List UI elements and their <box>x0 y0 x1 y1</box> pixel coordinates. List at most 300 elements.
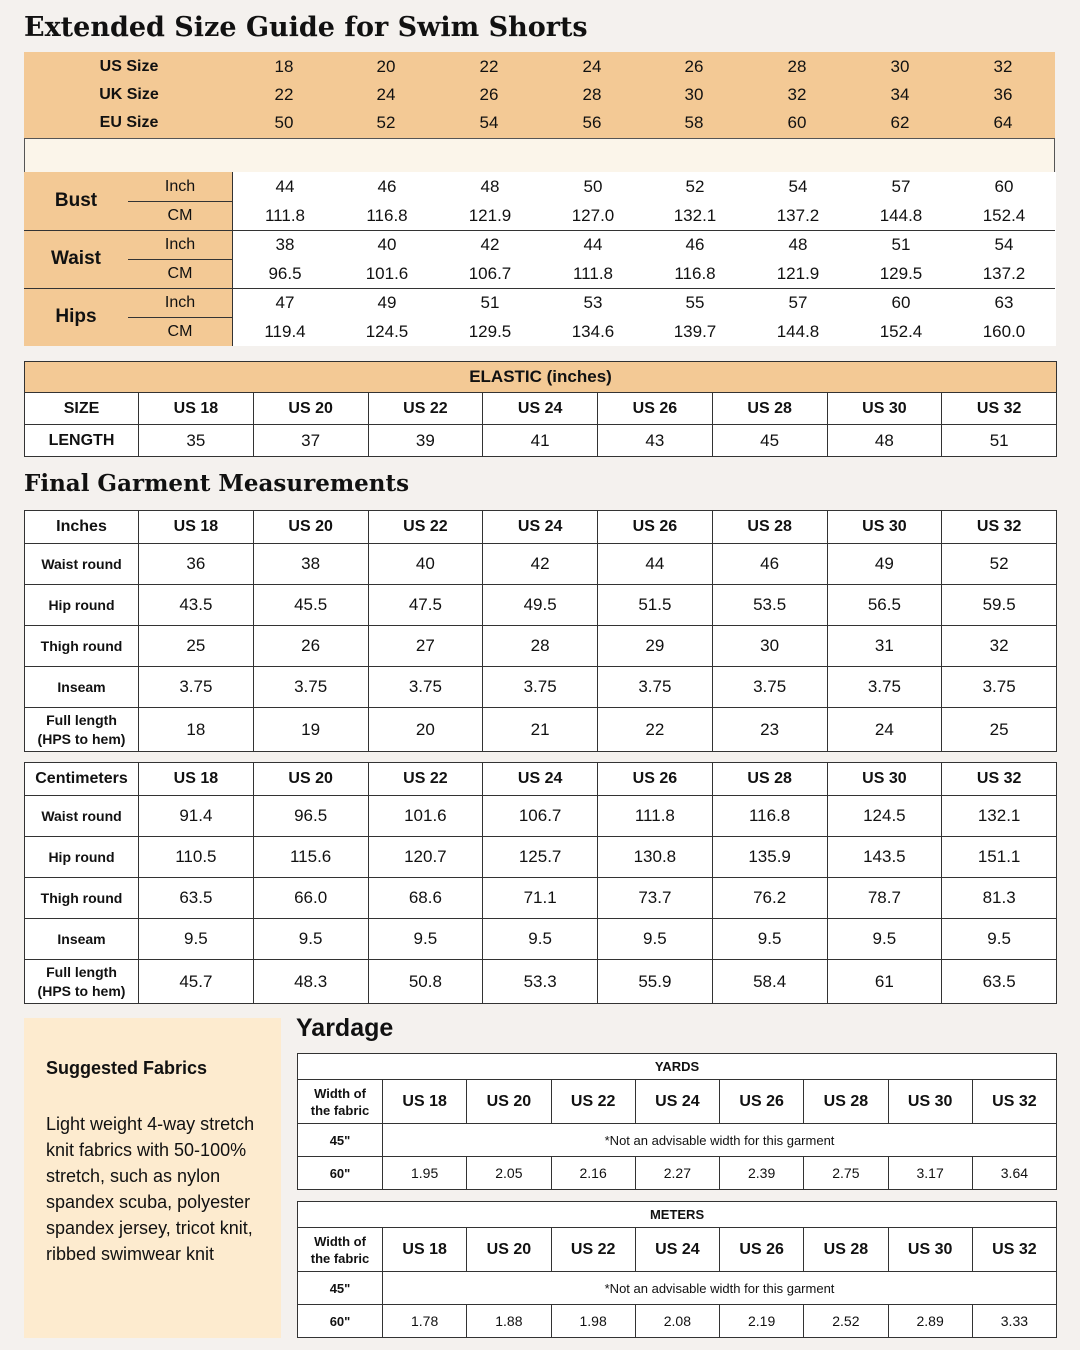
value-cell: 56.5 <box>827 585 942 626</box>
size-value: 22 <box>479 57 499 76</box>
measurement-values <box>232 230 1056 288</box>
yardage-value: 2.89 <box>888 1305 972 1338</box>
yards-table <box>297 1053 1057 1190</box>
cm-value: 119.4 <box>264 322 306 341</box>
value-cell: 3.75 <box>483 667 598 708</box>
yardage-value: 2.52 <box>804 1305 888 1338</box>
size-header: US 22 <box>368 511 483 544</box>
value-cell: 111.8 <box>598 796 713 837</box>
elastic-size-cell: US 20 <box>253 393 368 425</box>
size-value: 50 <box>274 113 294 132</box>
measurement-header <box>24 230 232 288</box>
value-cell: 52 <box>942 544 1057 585</box>
unit-cm-label: CM <box>167 207 193 224</box>
value-cell: 3.75 <box>942 667 1057 708</box>
size-header: US 18 <box>139 763 254 796</box>
row-label-subtext: (HPS to hem) <box>37 982 126 999</box>
cm-value: 121.9 <box>776 264 820 283</box>
value-cell: 53.5 <box>712 585 827 626</box>
size-value: 18 <box>274 57 294 76</box>
value-cell: 48.3 <box>253 960 368 1004</box>
inch-value: 44 <box>583 235 603 254</box>
value-cell: 50.8 <box>368 960 483 1004</box>
size-header: US 32 <box>972 1080 1056 1124</box>
size-header: US 28 <box>804 1228 888 1272</box>
size-header: US 20 <box>253 763 368 796</box>
measurement-header <box>24 288 232 346</box>
inch-value: 60 <box>994 177 1014 196</box>
value-cell: 3.75 <box>253 667 368 708</box>
cm-value: 127.0 <box>571 206 615 225</box>
elastic-size-cell: US 26 <box>598 393 713 425</box>
value-cell: 96.5 <box>253 796 368 837</box>
value-cell: 63.5 <box>942 960 1057 1004</box>
width-label-line1: Width of <box>314 1085 366 1101</box>
value-cell: 49.5 <box>483 585 598 626</box>
row-label-text: Hip round <box>48 597 115 613</box>
size-header: US 32 <box>942 763 1057 796</box>
value-cell: 40 <box>368 544 483 585</box>
yardage-value: 2.19 <box>720 1305 804 1338</box>
size-header: US 28 <box>712 763 827 796</box>
value-cell: 21 <box>483 708 598 752</box>
size-header: US 20 <box>467 1228 551 1272</box>
inch-value: 54 <box>994 235 1014 254</box>
inch-value: 46 <box>377 177 397 196</box>
row-label <box>25 544 139 585</box>
size-header: US 26 <box>598 511 713 544</box>
size-value: 28 <box>787 57 807 76</box>
value-cell: 32 <box>942 626 1057 667</box>
elastic-length-cell: 37 <box>253 425 368 457</box>
size-header: US 22 <box>551 1228 635 1272</box>
size-row-label: US Size <box>99 58 159 75</box>
table-row <box>25 667 1057 708</box>
value-cell: 49 <box>827 544 942 585</box>
value-cell: 9.5 <box>598 919 713 960</box>
table-row <box>25 585 1057 626</box>
value-cell: 125.7 <box>483 837 598 878</box>
measurement-group-waist <box>24 230 1055 288</box>
elastic-size-cell: US 28 <box>712 393 827 425</box>
row-label <box>25 878 139 919</box>
elastic-size-cell: US 22 <box>368 393 483 425</box>
value-cell: 66.0 <box>253 878 368 919</box>
inch-value: 57 <box>891 177 911 196</box>
cm-value: 137.2 <box>776 206 820 225</box>
table-row <box>25 837 1057 878</box>
size-value: 36 <box>993 85 1013 104</box>
inch-value: 63 <box>994 293 1014 312</box>
row-label-text: Thigh round <box>40 638 123 654</box>
inch-value: 46 <box>685 235 705 254</box>
value-cell: 25 <box>139 626 254 667</box>
elastic-length-cell: 43 <box>598 425 713 457</box>
value-cell: 130.8 <box>598 837 713 878</box>
measurement-group-hips <box>24 288 1055 346</box>
value-cell: 3.75 <box>368 667 483 708</box>
value-cell: 25 <box>942 708 1057 752</box>
inch-value: 49 <box>377 293 397 312</box>
size-header: US 32 <box>972 1228 1056 1272</box>
value-cell: 63.5 <box>139 878 254 919</box>
elastic-size-label: SIZE <box>25 393 139 425</box>
value-cell: 9.5 <box>483 919 598 960</box>
final-cm-table <box>24 762 1057 1004</box>
inch-value: 40 <box>377 235 397 254</box>
size-header: US 30 <box>888 1080 972 1124</box>
size-header: US 30 <box>827 763 942 796</box>
final-inches-table <box>24 510 1057 752</box>
inch-value: 54 <box>788 177 808 196</box>
value-cell: 29 <box>598 626 713 667</box>
row-label <box>25 708 139 752</box>
elastic-length-cell: 41 <box>483 425 598 457</box>
row-label <box>25 626 139 667</box>
value-cell: 151.1 <box>942 837 1057 878</box>
measurement-values <box>232 288 1056 346</box>
row-label-text: Full length <box>46 963 117 980</box>
size-value: 52 <box>376 113 396 132</box>
elastic-length-cell: 39 <box>368 425 483 457</box>
unit-header: Inches <box>25 511 139 544</box>
value-cell: 18 <box>139 708 254 752</box>
cm-value: 106.7 <box>468 264 512 283</box>
cm-value: 111.8 <box>264 206 306 225</box>
value-cell: 58.4 <box>712 960 827 1004</box>
value-cell: 110.5 <box>139 837 254 878</box>
value-cell: 101.6 <box>368 796 483 837</box>
cm-value: 116.8 <box>366 206 408 225</box>
size-value: 20 <box>376 57 396 76</box>
value-cell: 9.5 <box>253 919 368 960</box>
value-cell: 46 <box>712 544 827 585</box>
size-header: US 18 <box>383 1228 467 1272</box>
inch-value: 44 <box>275 177 295 196</box>
value-cell: 55.9 <box>598 960 713 1004</box>
value-cell: 43.5 <box>139 585 254 626</box>
inch-value: 50 <box>583 177 603 196</box>
value-cell: 106.7 <box>483 796 598 837</box>
cm-value: 111.8 <box>572 264 614 283</box>
yardage-value: 2.16 <box>551 1157 635 1190</box>
value-cell: 45.5 <box>253 585 368 626</box>
value-cell: 9.5 <box>942 919 1057 960</box>
value-cell: 132.1 <box>942 796 1057 837</box>
unit-cm-label: CM <box>167 323 193 340</box>
size-header: US 22 <box>368 763 483 796</box>
unit-divider <box>128 317 232 318</box>
value-cell: 135.9 <box>712 837 827 878</box>
value-cell: 24 <box>827 708 942 752</box>
cm-value: 152.4 <box>879 322 923 341</box>
value-cell: 28 <box>483 626 598 667</box>
row-label <box>25 919 139 960</box>
row-label-text: Thigh round <box>40 890 123 906</box>
yardage-value: 2.05 <box>467 1157 551 1190</box>
width-label-line1: Width of <box>314 1233 366 1249</box>
final-measurements-title: Final Garment Measurements <box>24 470 410 497</box>
elastic-length-cell: 51 <box>942 425 1057 457</box>
size-header: US 20 <box>467 1080 551 1124</box>
yardage-title: Yardage <box>296 1014 394 1042</box>
table-row <box>25 919 1057 960</box>
elastic-title: ELASTIC (inches) <box>25 362 1057 393</box>
size-header: US 24 <box>483 763 598 796</box>
elastic-length-label: LENGTH <box>25 425 139 457</box>
cm-value: 144.8 <box>776 322 820 341</box>
value-cell: 59.5 <box>942 585 1057 626</box>
measurement-name: Waist <box>51 248 101 269</box>
inch-value: 60 <box>891 293 911 312</box>
size-header: US 24 <box>635 1080 719 1124</box>
measurement-name: Bust <box>54 190 98 211</box>
table-row <box>25 626 1057 667</box>
value-cell: 47.5 <box>368 585 483 626</box>
size-value: 24 <box>376 85 396 104</box>
width-label-line2: the fabric <box>310 1250 370 1266</box>
cm-value: 160.0 <box>982 322 1026 341</box>
row-label <box>25 960 139 1004</box>
width-label <box>298 1080 383 1124</box>
cm-value: 144.8 <box>879 206 923 225</box>
table-row <box>25 796 1057 837</box>
yardage-value: 2.27 <box>635 1157 719 1190</box>
value-cell: 26 <box>253 626 368 667</box>
value-cell: 76.2 <box>712 878 827 919</box>
size-header: US 24 <box>483 511 598 544</box>
elastic-length-cell: 35 <box>139 425 254 457</box>
width-label <box>298 1228 383 1272</box>
yardage-value: 2.39 <box>720 1157 804 1190</box>
yardage-caption: METERS <box>298 1202 1057 1228</box>
width-60-label: 60" <box>298 1305 383 1338</box>
value-cell: 9.5 <box>368 919 483 960</box>
value-cell: 116.8 <box>712 796 827 837</box>
size-value: 56 <box>582 113 602 132</box>
size-header: US 30 <box>827 511 942 544</box>
size-value: 24 <box>582 57 602 76</box>
size-value: 32 <box>993 57 1013 76</box>
cm-value: 124.5 <box>365 322 409 341</box>
value-cell: 42 <box>483 544 598 585</box>
size-header: US 22 <box>551 1080 635 1124</box>
size-row <box>24 109 1055 137</box>
yardage-value: 1.98 <box>551 1305 635 1338</box>
table-row <box>25 960 1057 1004</box>
width-label-line2: the fabric <box>310 1102 370 1118</box>
not-advisable-note: *Not an advisable width for this garment <box>383 1124 1057 1157</box>
value-cell: 3.75 <box>827 667 942 708</box>
cm-value: 116.8 <box>674 264 716 283</box>
unit-inch-label: Inch <box>164 236 196 253</box>
value-cell: 120.7 <box>368 837 483 878</box>
elastic-size-cell: US 30 <box>827 393 942 425</box>
cm-value: 101.6 <box>365 264 409 283</box>
size-row-label: UK Size <box>99 86 159 103</box>
size-value: 30 <box>684 85 704 104</box>
inch-value: 52 <box>685 177 705 196</box>
elastic-size-cell: US 24 <box>483 393 598 425</box>
value-cell: 36 <box>139 544 254 585</box>
yardage-value: 1.88 <box>467 1305 551 1338</box>
value-cell: 3.75 <box>712 667 827 708</box>
value-cell: 53.3 <box>483 960 598 1004</box>
measurement-group-bust <box>24 172 1055 230</box>
elastic-length-cell: 45 <box>712 425 827 457</box>
page-title: Extended Size Guide for Swim Shorts <box>24 12 588 43</box>
table-row <box>25 544 1057 585</box>
suggested-fabrics-panel <box>24 1018 281 1338</box>
size-value: 28 <box>582 85 602 104</box>
size-header: US 26 <box>598 763 713 796</box>
value-cell: 91.4 <box>139 796 254 837</box>
elastic-size-cell: US 32 <box>942 393 1057 425</box>
value-cell: 9.5 <box>712 919 827 960</box>
inch-value: 42 <box>480 235 500 254</box>
value-cell: 23 <box>712 708 827 752</box>
width-45-label: 45" <box>298 1124 383 1157</box>
inch-value: 38 <box>275 235 295 254</box>
inch-value: 48 <box>480 177 500 196</box>
size-value: 30 <box>890 57 910 76</box>
unit-divider <box>128 259 232 260</box>
width-45-label: 45" <box>298 1272 383 1305</box>
value-cell: 3.75 <box>598 667 713 708</box>
cm-value: 152.4 <box>982 206 1026 225</box>
value-cell: 73.7 <box>598 878 713 919</box>
size-header: US 28 <box>712 511 827 544</box>
yardage-value: 2.08 <box>635 1305 719 1338</box>
value-cell: 22 <box>598 708 713 752</box>
not-advisable-note: *Not an advisable width for this garment <box>383 1272 1057 1305</box>
cm-value: 129.5 <box>879 264 923 283</box>
size-header: US 30 <box>888 1228 972 1272</box>
inch-value: 51 <box>891 235 911 254</box>
value-cell: 19 <box>253 708 368 752</box>
yardage-value: 1.95 <box>383 1157 467 1190</box>
spacer-box <box>24 138 1055 173</box>
size-value: 54 <box>479 113 499 132</box>
unit-header: Centimeters <box>25 763 139 796</box>
yardage-value: 3.33 <box>972 1305 1056 1338</box>
size-value: 62 <box>890 113 910 132</box>
row-label-subtext: (HPS to hem) <box>37 730 126 747</box>
measurement-values <box>232 172 1056 230</box>
cm-value: 121.9 <box>468 206 512 225</box>
row-label <box>25 796 139 837</box>
measurement-name: Hips <box>55 306 97 327</box>
value-cell: 27 <box>368 626 483 667</box>
value-cell: 44 <box>598 544 713 585</box>
measurement-header <box>24 172 232 230</box>
row-label <box>25 585 139 626</box>
value-cell: 81.3 <box>942 878 1057 919</box>
unit-cm-label: CM <box>167 265 193 282</box>
inch-value: 51 <box>480 293 500 312</box>
elastic-size-cell: US 18 <box>139 393 254 425</box>
value-cell: 9.5 <box>827 919 942 960</box>
row-label-text: Inseam <box>57 679 106 695</box>
cm-value: 137.2 <box>982 264 1026 283</box>
inch-value: 57 <box>788 293 808 312</box>
value-cell: 30 <box>712 626 827 667</box>
row-label-text: Hip round <box>48 849 115 865</box>
size-header: US 26 <box>720 1080 804 1124</box>
size-header: US 18 <box>139 511 254 544</box>
size-value: 32 <box>787 85 807 104</box>
size-header: US 32 <box>942 511 1057 544</box>
table-row <box>25 708 1057 752</box>
inch-value: 55 <box>685 293 705 312</box>
group-divider <box>24 230 1055 231</box>
row-label-text: Full length <box>46 711 117 728</box>
size-conversion-block <box>24 52 1055 138</box>
row-label-text: Waist round <box>41 556 122 572</box>
size-value: 26 <box>479 85 499 104</box>
yardage-value: 1.78 <box>383 1305 467 1338</box>
elastic-table <box>24 361 1057 457</box>
size-header: US 18 <box>383 1080 467 1124</box>
value-cell: 20 <box>368 708 483 752</box>
unit-divider <box>128 201 232 202</box>
value-cell: 9.5 <box>139 919 254 960</box>
value-cell: 38 <box>253 544 368 585</box>
unit-inch-label: Inch <box>164 178 196 195</box>
size-header: US 26 <box>720 1228 804 1272</box>
inch-value: 53 <box>583 293 603 312</box>
table-row <box>25 878 1057 919</box>
meters-table <box>297 1201 1057 1338</box>
value-cell: 71.1 <box>483 878 598 919</box>
size-value: 22 <box>274 85 294 104</box>
cm-value: 139.7 <box>673 322 717 341</box>
size-value: 58 <box>684 113 704 132</box>
yardage-value: 3.64 <box>972 1157 1056 1190</box>
cm-value: 132.1 <box>673 206 717 225</box>
width-60-label: 60" <box>298 1157 383 1190</box>
yardage-value: 2.75 <box>804 1157 888 1190</box>
value-cell: 143.5 <box>827 837 942 878</box>
size-value: 64 <box>993 113 1013 132</box>
value-cell: 78.7 <box>827 878 942 919</box>
cm-value: 96.5 <box>268 264 302 283</box>
cm-value: 134.6 <box>571 322 615 341</box>
size-header: US 28 <box>804 1080 888 1124</box>
value-cell: 61 <box>827 960 942 1004</box>
size-value: 34 <box>890 85 910 104</box>
yardage-caption: YARDS <box>298 1054 1057 1080</box>
inch-value: 47 <box>275 293 295 312</box>
value-cell: 68.6 <box>368 878 483 919</box>
value-cell: 124.5 <box>827 796 942 837</box>
value-cell: 51.5 <box>598 585 713 626</box>
size-header: US 24 <box>635 1228 719 1272</box>
size-row-label: EU Size <box>99 114 159 131</box>
value-cell: 3.75 <box>139 667 254 708</box>
unit-inch-label: Inch <box>164 294 196 311</box>
value-cell: 45.7 <box>139 960 254 1004</box>
body-measurements <box>24 172 1055 346</box>
row-label <box>25 837 139 878</box>
size-row <box>24 81 1055 109</box>
yardage-value: 3.17 <box>888 1157 972 1190</box>
fabrics-body: Light weight 4-way stretch knit fabrics with 50-100% stretch, such as nylon spandex scuba, polyester spandex jersey, tricot knit, ribbed swimwear knit <box>46 1114 255 1264</box>
fabrics-heading: Suggested Fabrics <box>46 1058 208 1078</box>
size-row <box>24 53 1055 81</box>
size-value: 26 <box>684 57 704 76</box>
row-label-text: Inseam <box>57 931 106 947</box>
